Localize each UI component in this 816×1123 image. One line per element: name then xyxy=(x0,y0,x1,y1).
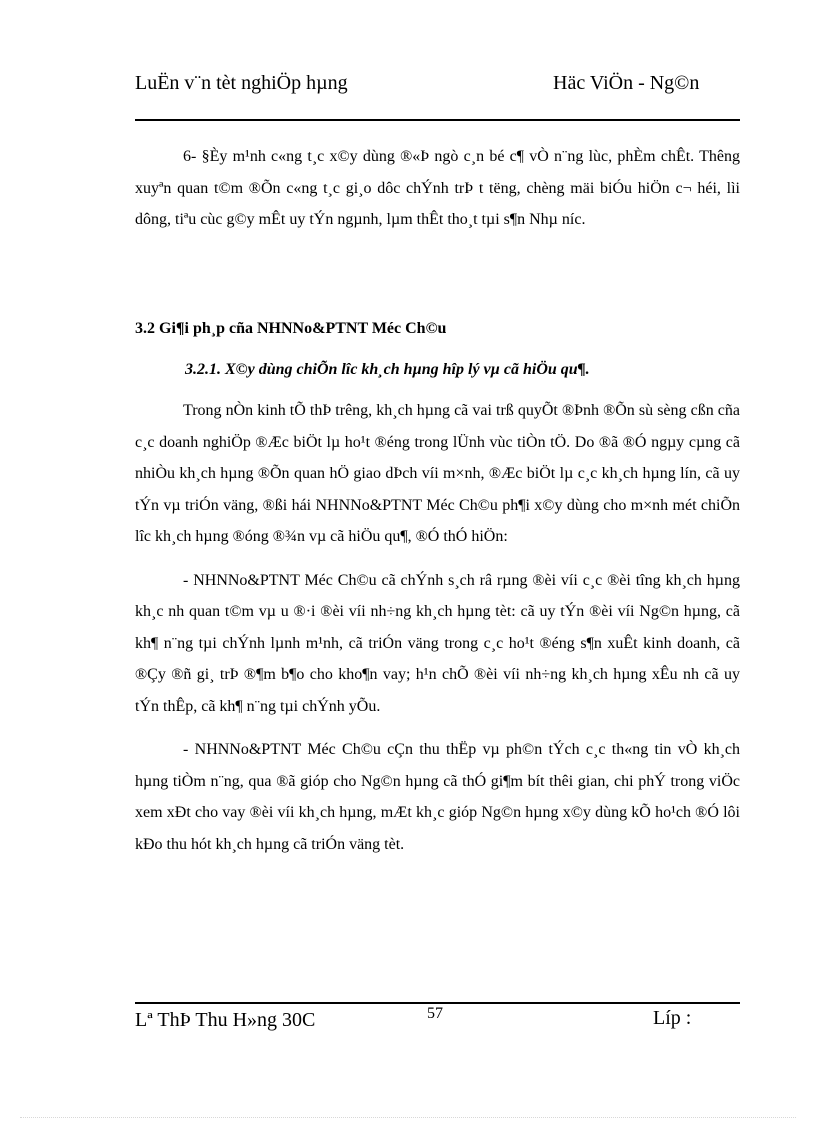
header-institution: Häc ViÖn - Ng©n xyxy=(553,72,700,94)
paragraph-6: 6- §Èy m¹nh c«ng t¸c x©y dùng ®«Þ ngò c¸n bé c¶ vÒ n¨ng lùc, phÈm chÊt. Thêng xuyªn quan t©m ®Õn c«ng t¸c gi¸o dôc chÝnh trÞ t tëng, chèng mäi biÓu hiÖn c¬ héi, lìi dông, tiªu cùc g©y mÊt uy tÝn ngµnh, lµm thÊt tho¸t tµi s¶n Nhµ níc. xyxy=(135,148,740,228)
footer-rule xyxy=(135,1002,740,1004)
body-main xyxy=(135,395,740,860)
footer-author: Lª ThÞ Thu H»ng 30C xyxy=(135,1009,316,1031)
page-number: 57 xyxy=(427,1005,443,1022)
paragraph-customer-policy: - NHNNo&PTNT Méc Ch©u cã chÝnh s¸ch râ rµng ®èi víi c¸c ®èi tîng kh¸ch hµng kh¸c nh quan t©m vµ u ®·i ®èi víi nh÷ng kh¸ch hµng tèt: cã uy tÝn ®èi víi Ng©n hµng, cã kh¶ n¨ng tµi chÝnh lµnh m¹nh, cã triÓn väng trong c¸c ho¹t ®éng s¶n xuÊt kinh doanh, cã ®Çy ®ñ gi¸ trÞ ®¶m b¶o cho kho¶n vay; h¹n chÕ ®èi víi nh÷ng kh¸ch hµng xÊu nh cã uy tÝn thÊp, cã kh¶ n¨ng tµi chÝnh yÕu. xyxy=(135,571,740,715)
paragraph-customer-info: - NHNNo&PTNT Méc Ch©u cÇn thu thËp vµ ph©n tÝch c¸c th«ng tin vÒ kh¸ch hµng tiÒm n¨ng, qua ®ã gióp cho Ng©n hµng cã thÓ gi¶m bít thêi gian, chi phÝ trong viÖc xem xÐt cho vay ®èi víi kh¸ch hµng, mÆt kh¸c gióp Ng©n hµng x©y dùng kÕ ho¹ch ®Ó lôi kÐo thu hót kh¸ch hµng cã triÓn väng tèt. xyxy=(135,741,740,853)
section-title: 3.2 Gi¶i ph¸p cña NHNNo&PTNT Méc Ch©u xyxy=(135,320,447,337)
footer-class: Líp : xyxy=(653,1007,692,1029)
body-top xyxy=(135,141,740,236)
page-bottom-divider xyxy=(20,1117,796,1118)
header-thesis-title: LuËn v¨n tèt nghiÖp hµng xyxy=(135,72,348,94)
paragraph-customer-role: Trong nÒn kinh tÕ thÞ trêng, kh¸ch hµng cã vai trß quyÕt ®Þnh ®Õn sù sèng cßn cña c¸c doanh nghiÖp ®Æc biÖt lµ ho¹t ®éng trong lÜnh vùc tiÒn tÖ. Do ®ã ®Ó ngµy cµng cã nhiÒu kh¸ch hµng ®Õn quan hÖ giao dÞch víi m×nh, ®Æc biÖt lµ c¸c kh¸ch hµng lín, cã uy tÝn vµ triÓn väng, ®ßi hái NHNNo&PTNT Méc Ch©u ph¶i x©y dùng cho m×nh mét chiÕn lîc kh¸ch hµng ®óng ®¾n vµ cã hiÖu qu¶, ®Ó thÓ hiÖn: xyxy=(135,402,740,545)
header-rule xyxy=(135,119,740,121)
subsection-title: 3.2.1. X©y dùng chiÕn lîc kh¸ch hµng hîp lý vµ cã hiÖu qu¶. xyxy=(185,361,590,378)
